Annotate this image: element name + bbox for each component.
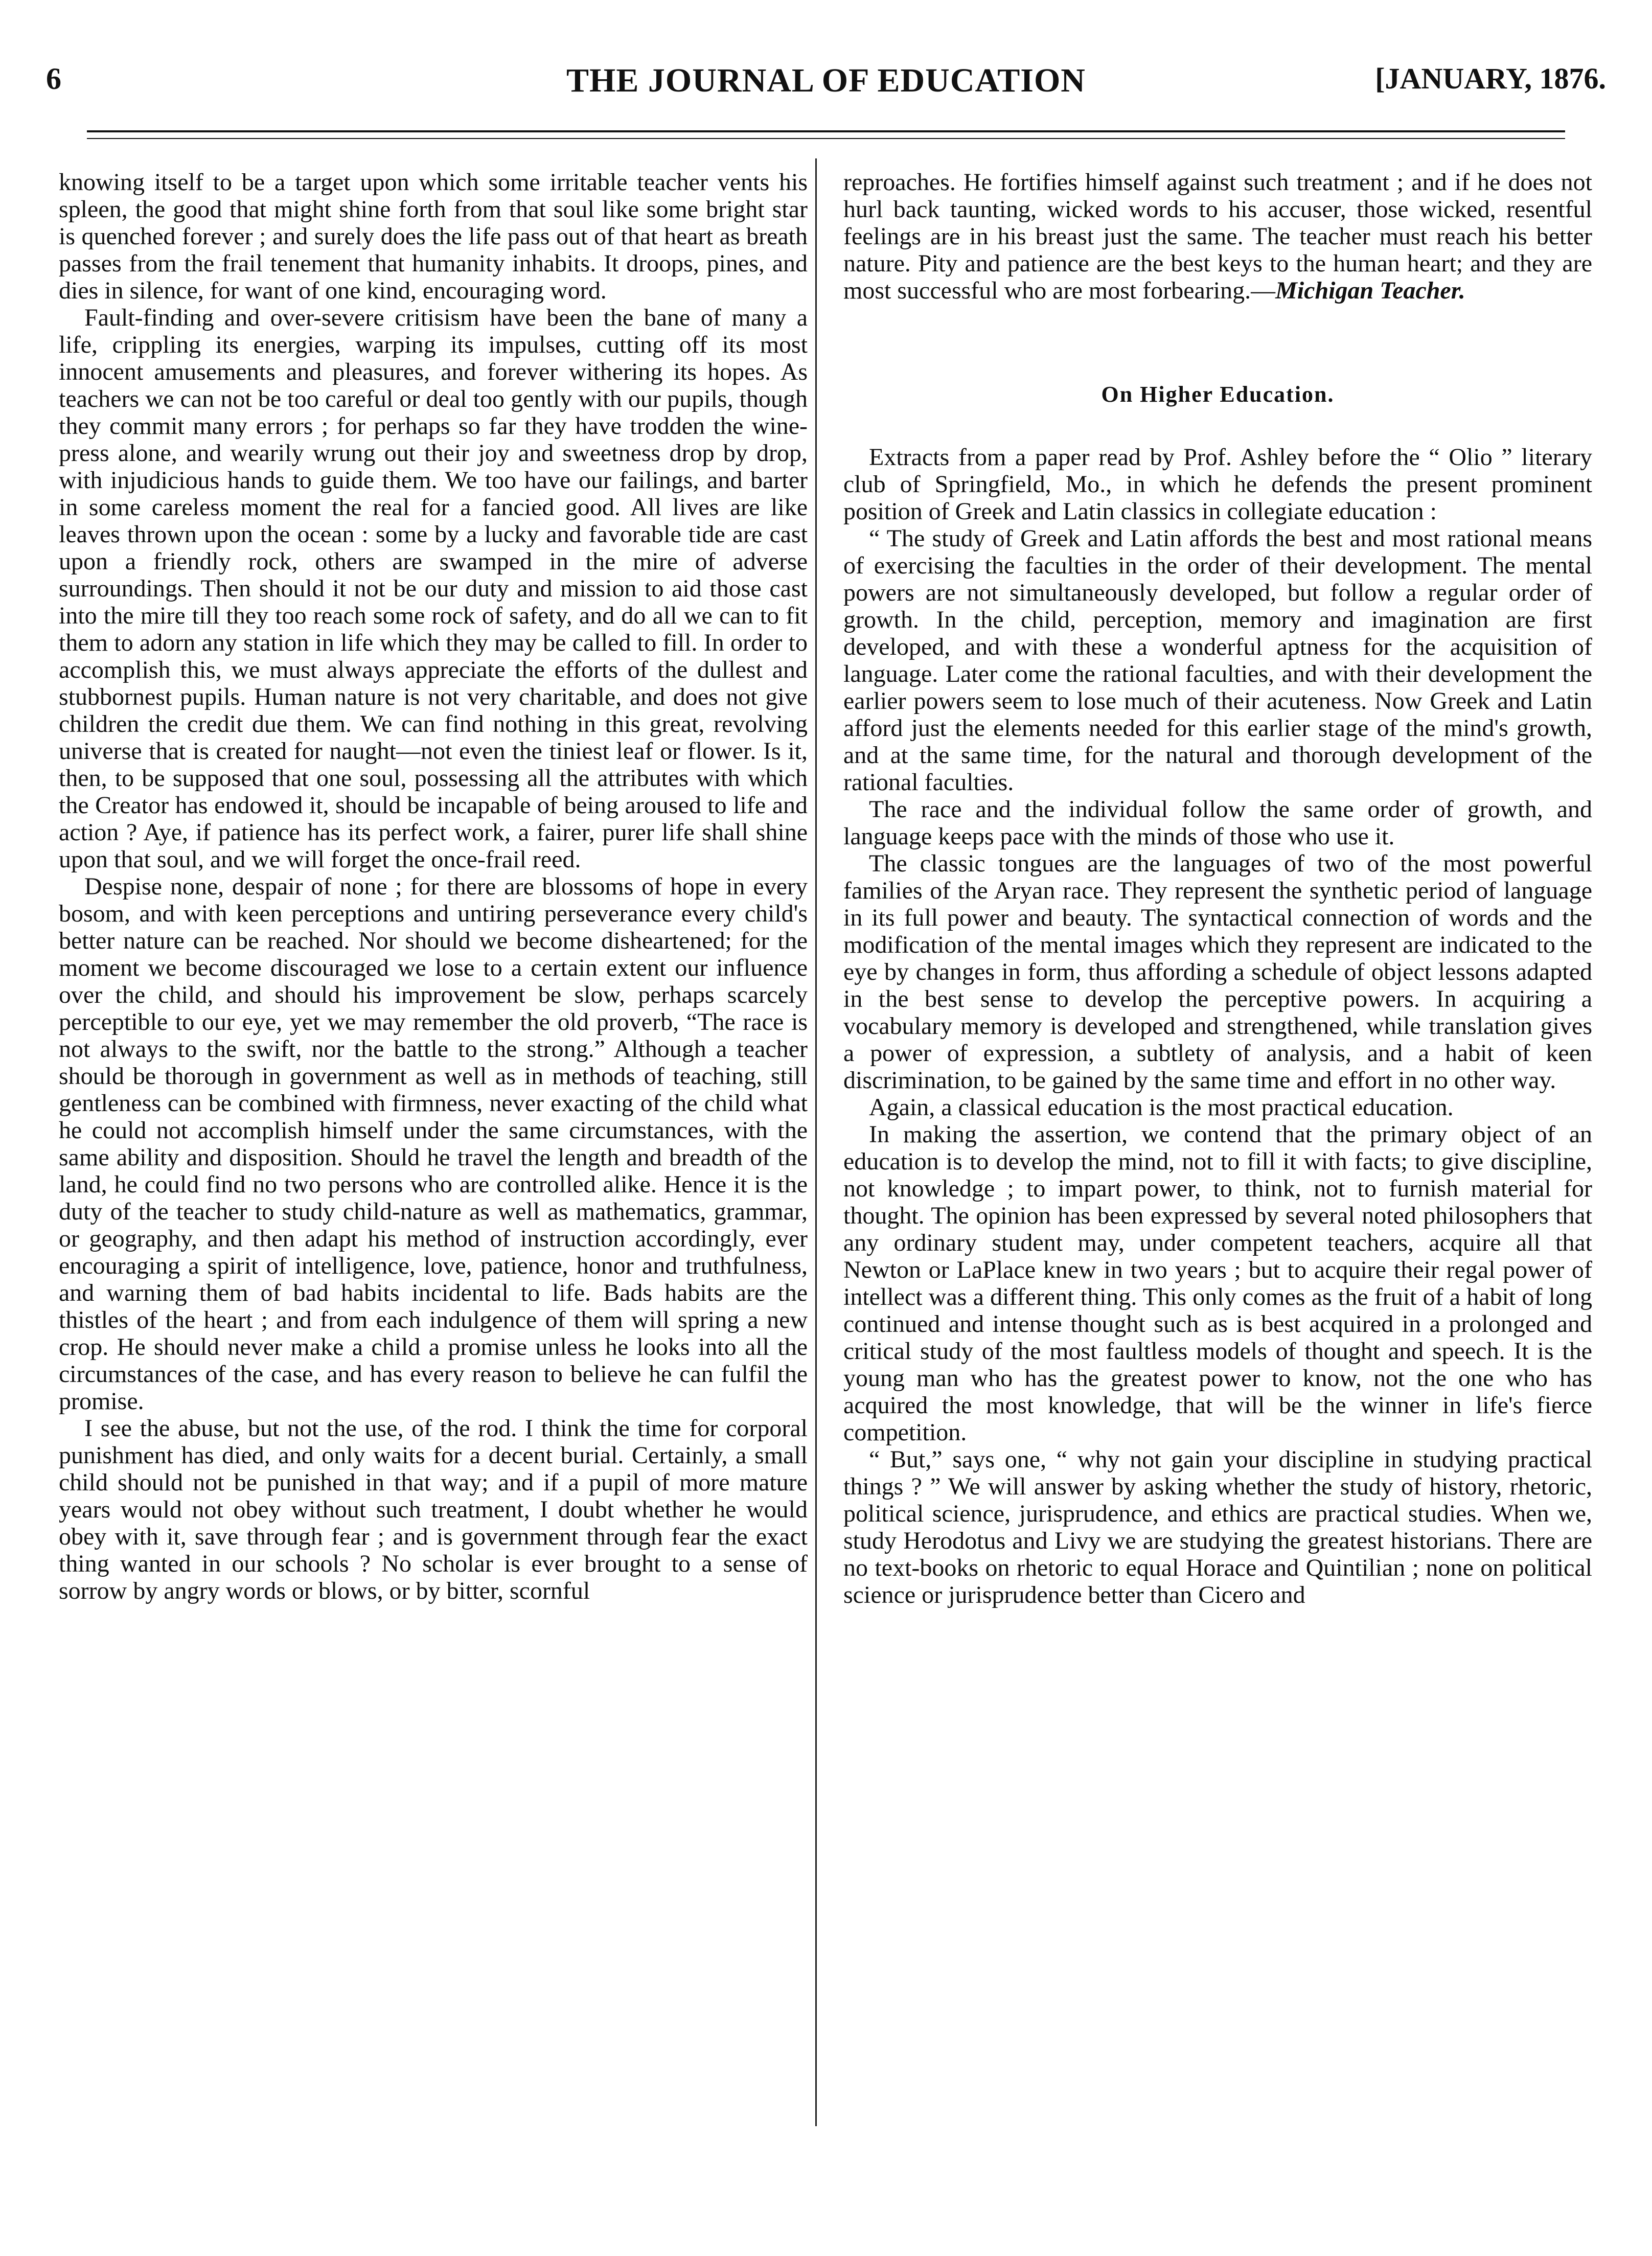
issue-date: [JANUARY, 1876.	[1375, 62, 1606, 95]
right-column	[843, 169, 1592, 1608]
article-continuation	[843, 169, 1592, 304]
article-paragraph: Fault-finding and over-severe critisism have been the bane of many a life, crippling its energies, warping its impulses, cutting off its most innocent amusements and pleasures, and forever withering its hopes. As teachers we can not be too careful or deal too gently with our pupils, though they commit many errors ; for perhaps so far they have trodden the wine-press alone, and wearily wrung out their joy and sweetness drop by drop, with injudicious hands to guide them. We too have our failings, and barter in some careless moment the real for a fancied good. All lives are like leaves thrown upon the ocean : some by a lucky and favorable tide are cast upon a friendly rock, others are swamped in the mire of adverse surroundings. Then should it not be our duty and mission to aid those cast into the mire till they too reach some rock of safety, and do all we can to fit them to adorn any station in life which they may be called to fill. In order to accomplish this, we must always appreciate the efforts of the dullest and stubbornest pupils. Human nature is not very charitable, and does not give children the credit due them. We can find nothing in this great, revolving universe that is created for naught—not even the tiniest leaf or flower. Is it, then, to be supposed that one soul, possessing all the attributes with which the Creator has endowed it, should be incapable of being aroused to life and action ? Aye, if patience has its perfect work, a fairer, purer life shall shine upon that soul, and we will forget the once-frail reed.	[59, 304, 808, 873]
article-paragraph: The race and the individual follow the same order of growth, and language keeps pace with the minds of those who use it.	[843, 796, 1592, 850]
article-paragraph: “ But,” says one, “ why not gain your discipline in studying practical things ? ” We will answer by asking whether the study of history, rhetoric, political science, jurisprudence, and ethics are practical studies. When we, study Herodotus and Livy we are studying the greatest historians. There are no text-books on rhetoric to equal Horace and Quintilian ; none on political science or jurisprudence better than Cicero and	[843, 1446, 1592, 1608]
article-paragraph: Extracts from a paper read by Prof. Ashley before the “ Olio ” literary club of Springfield, Mo., in which he defends the present prominent position of Greek and Latin classics in collegiate education :	[843, 444, 1592, 525]
header-rule	[87, 130, 1565, 132]
journal-title: THE JOURNAL OF EDUCATION	[566, 62, 1086, 99]
section-heading: On Higher Education.	[1101, 382, 1335, 407]
article-paragraph: “ The study of Greek and Latin affords the best and most rational means of exercising the faculties in the order of their development. The mental powers are not simultaneously developed, but follow a regular order of growth. In the child, perception, memory and imagination are first developed, and with these a wonderful aptness for the acquisition of language. Later come the rational faculties, and with their development the earlier powers seem to lose much of their acuteness. Now Greek and Latin afford just the elements needed for this earlier stage of the mind's growth, and at the same time, for the natural and thorough development of the rational faculties.	[843, 525, 1592, 796]
article-paragraph: The classic tongues are the languages of two of the most powerful families of the Aryan race. They represent the synthetic period of language in its full power and beauty. The syntactical connection of words and the modification of the mental images which they represent are indicated to the eye by changes in form, thus affording a schedule of object lessons adapted in the best sense to develop the perceptive powers. In acquiring a vocabulary memory is developed and strengthened, while translation gives a power of expression, a subtlety of analysis, and a habit of keen discrimination, to be gained by the same time and effort in no other way.	[843, 850, 1592, 1094]
page-header	[46, 61, 1606, 118]
continuation-text: reproaches. He fortifies himself against such treatment ; and if he does not hurl back taunting, wicked words to his accuser, those wicked, resentful feelings are in his breast just the same. The teacher must reach his better nature. Pity and patience are the best keys to the human heart; and they are most successful who are most forbearing.—	[843, 169, 1592, 304]
header-rule-secondary	[87, 138, 1565, 139]
article-paragraph: In making the assertion, we contend that the primary object of an education is to develop the mind, not to fill it with facts; to give discipline, not knowledge ; to impart power, to think, not to furnish material for thought. The opinion has been expressed by several noted philosophers that any ordinary student may, under competent teachers, acquire all that Newton or LaPlace knew in two years ; but to acquire their regal power of intellect was a different thing. This only comes as the fruit of a habit of long continued and intense thought such as is best acquired in a prolonged and critical study of the most faultless models of thought and speech. It is the young man who has the greatest power to know, not the one who has acquired the most knowledge, that will be the winner in life's fierce competition.	[843, 1121, 1592, 1446]
column-divider	[815, 158, 817, 2126]
article-paragraph: Again, a classical education is the most practical education.	[869, 1094, 1454, 1121]
page-number: 6	[46, 62, 61, 96]
article-paragraph: I see the abuse, but not the use, of the rod. I think the time for corporal punishment has died, and only waits for a decent burial. Certainly, a small child should not be punished in that way; and if a pupil of more mature years would not obey without such treatment, I doubt whether he would obey with it, save through fear ; and is government through fear the exact thing wanted in our schools ? No scholar is ever brought to a sense of sorrow by angry words or blows, or by bitter, scornful	[59, 1415, 808, 1604]
article-paragraph: Despise none, despair of none ; for there are blossoms of hope in every bosom, and with keen perceptions and untiring perseverance every child's better nature can be reached. Nor should we become disheartened; for the moment we become discouraged we lose to a certain extent our influence over the child, and should his improvement be slow, perhaps scarcely perceptible to our eye, yet we may remember the old proverb, “The race is not always to the swift, nor the battle to the strong.” Although a teacher should be thorough in government as well as in methods of teaching, still gentleness can be combined with firmness, never exacting of the child what he could not accomplish himself under the same circumstances, with the same ability and disposition. Should he travel the length and breadth of the land, he could find no two persons who are controlled alike. Hence it is the duty of the teacher to study child-nature as well as mathematics, grammar, or geography, and then adapt his method of instruction accordingly, ever encouraging a spirit of intelligence, love, patience, honor and truthfulness, and warning them of bad habits incidental to life. Bads habits are the thistles of the heart ; and from each indulgence of them will spring a new crop. He should never make a child a promise unless he looks into all the circumstances of the case, and has every reason to believe he can fulfil the promise.	[59, 873, 808, 1415]
article-signature: Michigan Teacher.	[1275, 277, 1465, 304]
left-column	[59, 169, 808, 1604]
article-paragraph: knowing itself to be a target upon which some irritable teacher vents his spleen, the good that might shine forth from that soul like some bright star is quenched forever ; and surely does the life pass out of that heart as breath passes from the frail tenement that humanity inhabits. It droops, pines, and dies in silence, for want of one kind, encouraging word.	[59, 169, 808, 304]
